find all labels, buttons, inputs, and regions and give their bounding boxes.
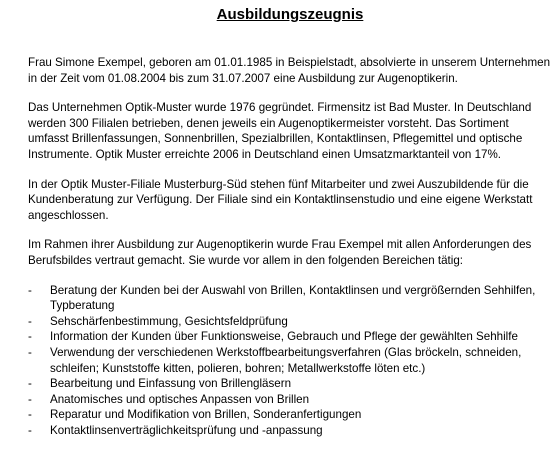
bullet-dash: - xyxy=(28,345,32,359)
list-item-text: Reparatur und Modifikation von Brillen, Sonderanfertigungen xyxy=(50,408,362,422)
list-item xyxy=(28,376,552,392)
document-page xyxy=(28,0,552,438)
list-item-text: Kontaktlinsenverträglichkeitsprüfung und -anpassung xyxy=(50,423,323,437)
training-paragraph: Im Rahmen ihrer Ausbildung zur Augenoptikerin wurde Frau Exempel mit allen Anforderungen des Berufsbildes vertraut gemacht. Sie wurde vor allem in den folgenden Bereichen tätig: xyxy=(28,238,532,267)
list-item-text: Sehschärfenbestimmung, Gesichtsfeldprüfung xyxy=(50,314,288,328)
branch-paragraph: In der Optik Muster-Filiale Musterburg-Süd stehen fünf Mitarbeiter und zwei Auszubildende für die Kundenberatung zur Verfügung. Der Filiale sind ein Kontaktlinsenstudio und eine eigene Werkstatt angeschlossen. xyxy=(28,177,533,222)
list-item-text: Verwendung der verschiedenen Werkstoffbearbeitungsverfahren (Glas bröckeln, schneiden, schleifen; Kunststoffe kitten, polieren, bohren; Metallwerkstoffe löten etc.) xyxy=(50,345,522,375)
intro-paragraph: Frau Simone Exempel, geboren am 01.01.1985 in Beispielstadt, absolvierte in unserem Unternehmen in der Zeit vom 01.08.2004 bis zum 31.07.2007 eine Ausbildung zur Augenoptikerin. xyxy=(28,56,551,85)
document-title: Ausbildungszeugnis xyxy=(216,6,364,23)
list-item xyxy=(28,283,552,314)
bullet-dash: - xyxy=(28,392,32,406)
bullet-dash: - xyxy=(28,408,32,422)
list-item-text: Information der Kunden über Funktionsweise, Gebrauch und Pflege der gewählten Sehhilfe xyxy=(50,330,518,344)
bullet-dash: - xyxy=(28,283,32,297)
list-item-text: Anatomisches und optisches Anpassen von Brillen xyxy=(50,392,310,406)
bullet-dash: - xyxy=(28,423,32,437)
bullet-dash: - xyxy=(28,314,32,328)
task-list xyxy=(28,283,552,439)
list-item xyxy=(28,345,552,376)
list-item xyxy=(28,407,552,423)
bullet-dash: - xyxy=(28,330,32,344)
list-item-text: Bearbeitung und Einfassung von Brillengläsern xyxy=(50,377,292,391)
bullet-dash: - xyxy=(28,377,32,391)
company-paragraph: Das Unternehmen Optik-Muster wurde 1976 gegründet. Firmensitz ist Bad Muster. In Deutschland werden 300 Filialen betrieben, denen jeweils ein Augenoptikermeister vorsteht. Das Sortiment umfasst Brillenfassungen, Sonnenbrillen, Spezialbrillen, Kontaktlinsen, Pflegemittel und optische Instrumente. Optik Muster erreichte 2006 in Deutschland einen Umsatzmarktanteil von 17%. xyxy=(28,101,532,161)
list-item xyxy=(28,392,552,408)
list-item xyxy=(28,423,552,439)
list-item xyxy=(28,329,552,345)
list-item-text: Beratung der Kunden bei der Auswahl von Brillen, Kontaktlinsen und vergrößernden Sehhilfen, Typberatung xyxy=(50,283,536,313)
list-item xyxy=(28,314,552,330)
